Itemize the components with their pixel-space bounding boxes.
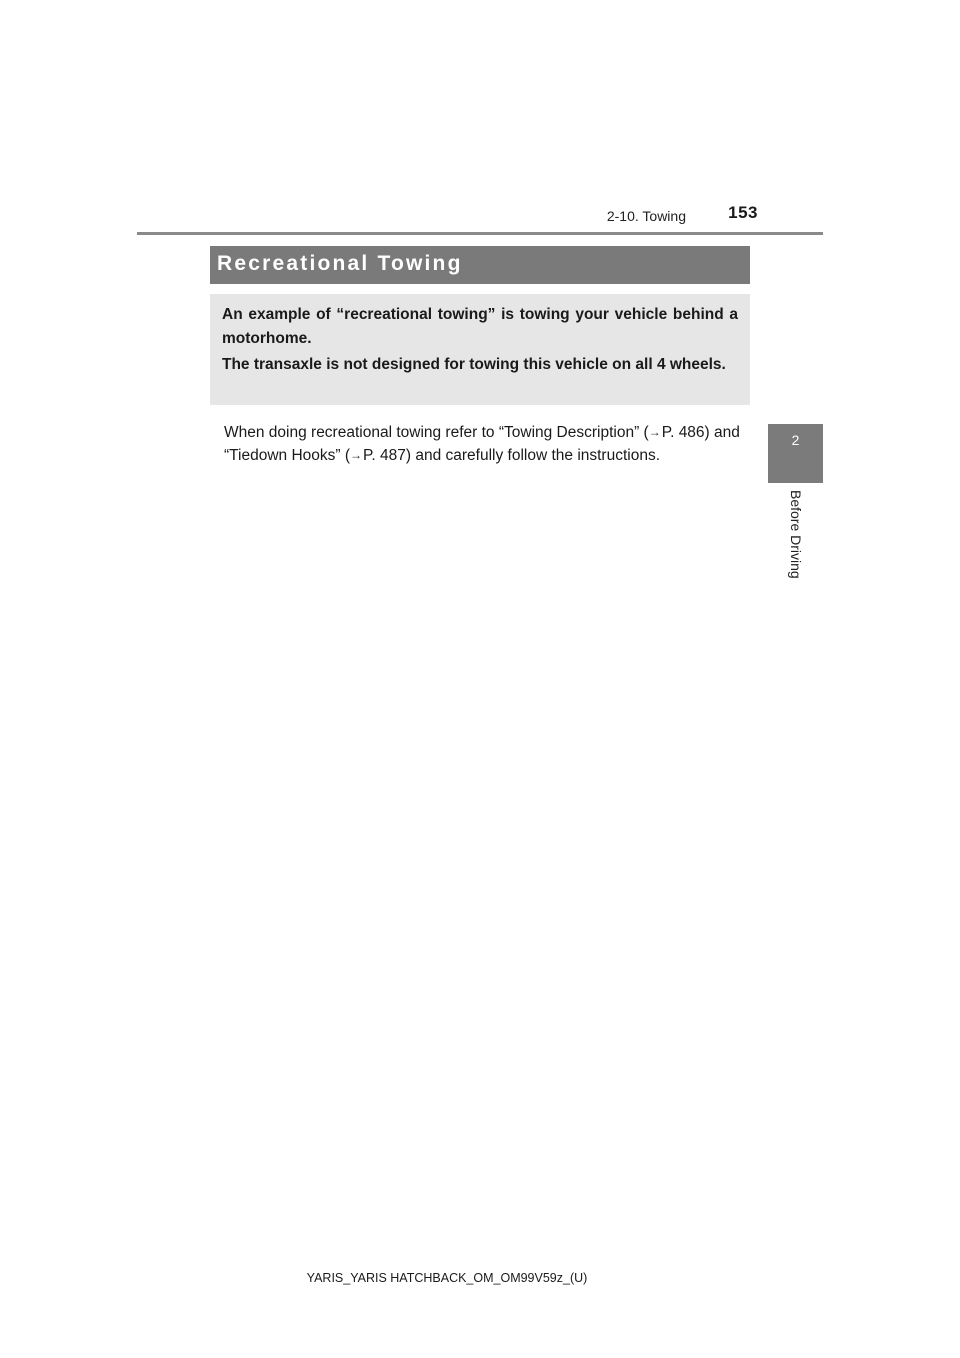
intro-box <box>210 294 750 405</box>
intro-paragraph: An example of “recreational towing” is towing your vehicle behind a motorhome. <box>222 306 738 347</box>
page-number: 153 <box>728 203 758 222</box>
body-text: When doing recreational towing refer to “Towing Description” ( <box>224 424 649 441</box>
body-text: and carefully follow the instructions. <box>411 447 661 464</box>
section-title: Recreational Towing <box>217 252 463 275</box>
chapter-tab-number: 2 <box>791 432 800 448</box>
footer-document-code: YARIS_YARIS HATCHBACK_OM_OM99V59z_(U) <box>306 1271 588 1285</box>
chapter-tab <box>768 424 823 483</box>
page-reference-487[interactable]: P. 487) <box>363 447 412 464</box>
chapter-side-label <box>786 490 806 590</box>
header-divider <box>137 232 823 235</box>
section-header: 2-10. Towing <box>606 208 686 224</box>
chapter-side-label-text: Before Driving <box>788 490 804 579</box>
intro-paragraph: The transaxle is not designed for towing this vehicle on all 4 wheels. <box>222 356 726 373</box>
arrow-right-icon: → <box>350 448 363 462</box>
section-title-bar <box>210 246 750 284</box>
body-paragraph <box>224 421 750 467</box>
body-text: and “Tiedown Hooks” ( <box>224 424 740 464</box>
arrow-right-icon: → <box>648 425 661 439</box>
page-reference-486[interactable]: P. 486) <box>661 424 710 441</box>
